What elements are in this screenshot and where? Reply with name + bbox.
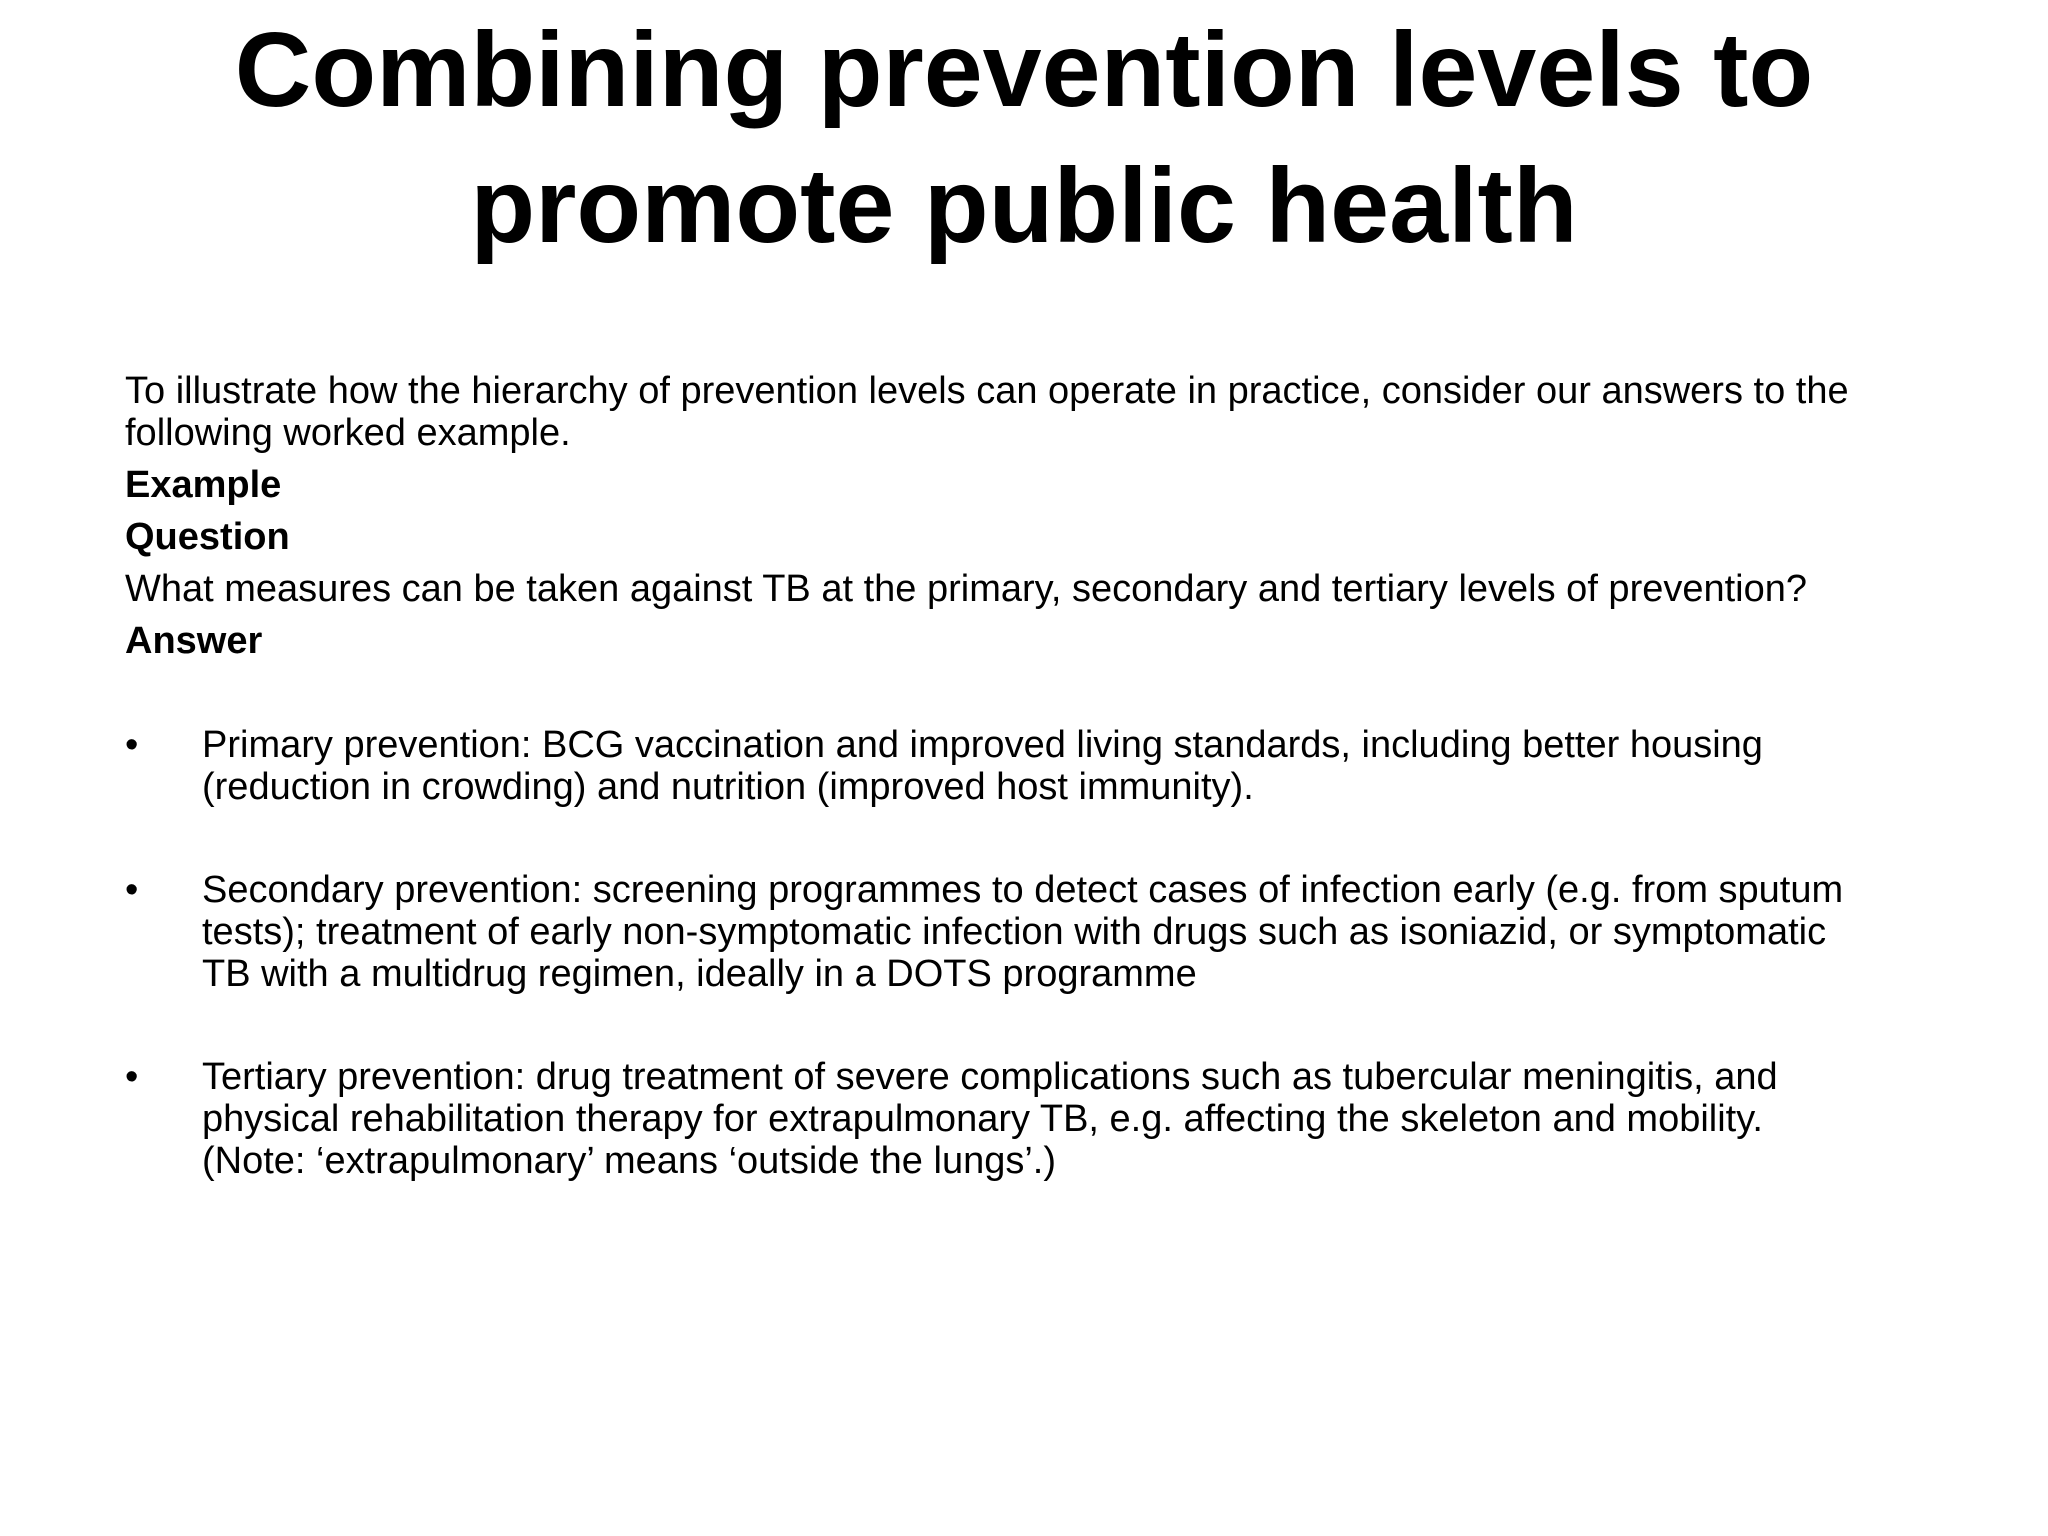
bullet-icon: • [125, 869, 139, 911]
title-line: promote public health [470, 147, 1578, 265]
question-text: What measures can be taken against TB at the primary, secondary and tertiary levels of prevention? [125, 568, 1808, 610]
answer-bullet-list [125, 724, 1965, 1182]
title-line: Combining prevention levels to [234, 11, 1814, 129]
bullet-line: tests); treatment of early non-symptomatic infection with drugs such as isoniazid, or symptomatic [202, 911, 1827, 953]
bullet-line: TB with a multidrug regimen, ideally in a DOTS programme [202, 953, 1197, 995]
bullet-line: physical rehabilitation therapy for extrapulmonary TB, e.g. affecting the skeleton and mobility. [202, 1098, 1763, 1140]
bullet-icon: • [125, 1056, 139, 1098]
bullet-tertiary-prevention [125, 1056, 1965, 1182]
bullet-line: Primary prevention: BCG vaccination and improved living standards, including better housing [202, 724, 1763, 766]
bullet-text [202, 724, 1965, 808]
bullet-text [202, 1056, 1965, 1182]
bullet-icon: • [125, 724, 139, 766]
bullet-line: Secondary prevention: screening programmes to detect cases of infection early (e.g. from sputum [202, 869, 1844, 911]
bullet-secondary-prevention [125, 869, 1965, 995]
slide-body [125, 370, 1965, 1243]
answer-label: Answer [125, 620, 263, 662]
bullet-line: Tertiary prevention: drug treatment of severe complications such as tubercular meningitis, and [202, 1056, 1778, 1098]
question-label: Question [125, 516, 290, 558]
bullet-primary-prevention [125, 724, 1965, 808]
intro-line: following worked example. [125, 412, 571, 454]
bullet-line: (Note: ‘extrapulmonary’ means ‘outside the lungs’.) [202, 1140, 1056, 1182]
example-label: Example [125, 464, 282, 506]
intro-paragraph [125, 370, 1965, 454]
bullet-text [202, 869, 1965, 995]
intro-line: To illustrate how the hierarchy of prevention levels can operate in practice, consider our answers to the [125, 370, 1849, 412]
slide-title [80, 2, 1968, 274]
bullet-line: (reduction in crowding) and nutrition (improved host immunity). [202, 766, 1254, 808]
